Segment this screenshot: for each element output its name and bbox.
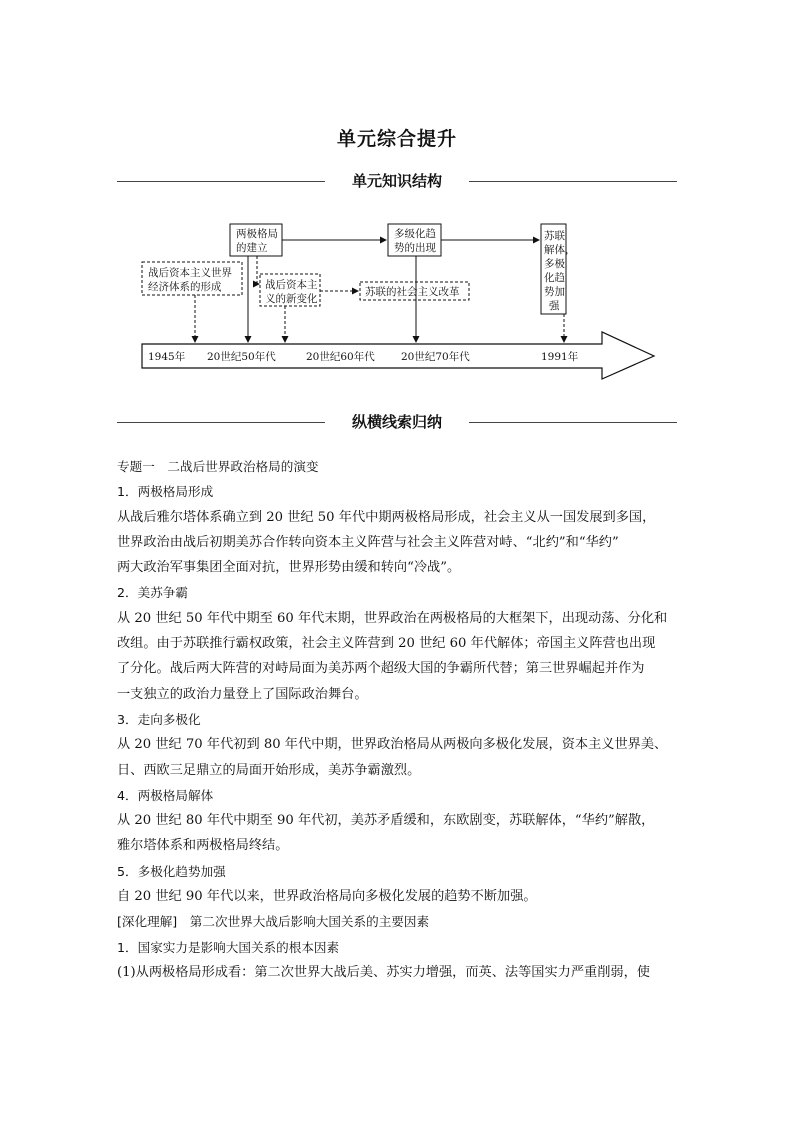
paragraph-line: 从 20 世纪 50 年代中期至 60 年代末期，世界政治在两极格局的大框架下，出现动荡、分化和 [117,610,668,626]
deep-title: 第二次世界大战后影响大国关系的主要因素 [177,914,430,930]
deep-understanding-heading [117,909,682,934]
paragraph-line: 从战后雅尔塔体系确立到 20 世纪 50 年代中期两极格局形成，社会主义从一国发展到多国， [117,509,656,525]
subheading: 1．两极格局形成 [117,484,214,500]
paragraph-line: 了分化。战后两大阵营的对峙局面为美苏两个超级大国的争霸所代替；第三世界崛起并作为 [117,661,645,677]
section-heading-structure [117,171,677,191]
box-bipolar-line1: 两极格局 [236,228,278,240]
subheading: 5．多极化趋势加强 [117,863,226,879]
paragraph-line: 一支独立的政治力量登上了国际政治舞台。 [117,686,368,702]
section-title-structure: 单元知识结构 [351,172,442,190]
paragraph-line: 从 20 世纪 70 年代初到 80 年代中期，世界政治格局从两极向多极化发展，资本主义世界美、 [117,737,668,753]
topic-heading: 专题一 二战后世界政治格局的演变 [117,459,319,474]
box-collapse-line1: 苏联 [544,230,565,242]
subheading: 3．走向多极化 [117,711,201,727]
subheading: 4．两极格局解体 [117,787,214,803]
timeline-label: 1991年 [541,351,579,363]
divider-line [469,422,677,423]
knowledge-structure-diagram [140,218,660,383]
box-collapse-line5: 势加 [544,286,565,298]
divider-line [469,181,677,182]
paragraph-line: 世界政治由战后初期美苏合作转向资本主义阵营与社会主义阵营对峙、“北约”和“华约” [117,534,619,550]
timeline-label: 20世纪50年代 [207,351,276,363]
paragraph-line: 日、西欧三足鼎立的局面开始形成，美苏争霸激烈。 [117,762,421,778]
paragraph-line: 改组。由于苏联推行霸权政策，社会主义阵营到 20 世纪 60 年代解体；帝国主义阵营也出现 [117,636,656,652]
paragraph-line: 从 20 世纪 80 年代中期至 90 年代初，美苏矛盾缓和，东欧剧变，苏联解体，“华约”解散， [117,813,655,829]
box-change-line2: 义的新变化 [265,293,318,305]
timeline-label: 20世纪60年代 [306,351,375,363]
timeline-label: 20世纪70年代 [401,351,470,363]
subheading: 2．美苏争霸 [117,585,188,601]
paragraph-line: 两大政治军事集团全面对抗，世界形势由缓和转向“冷战”。 [117,560,461,576]
box-multipolar-line2: 势的出现 [394,242,436,254]
box-system-line2: 经济体系的形成 [148,281,222,293]
box-collapse-line4: 化趋 [544,272,565,284]
box-bipolar-line2: 的建立 [236,242,268,254]
paragraph-line: 雅尔塔体系和两极格局终结。 [117,838,289,854]
box-system-line1: 战后资本主义世界 [148,267,232,279]
body-content [117,454,682,985]
box-collapse-line2: 解体， [544,244,576,256]
box-change-line1: 战后资本主 [265,279,318,291]
paragraph-line: 自 20 世纪 90 年代以来，世界政治格局向多极化发展的趋势不断加强。 [117,889,537,905]
timeline-label: 1945年 [148,351,186,363]
subheading: 1．国家实力是影响大国关系的根本因素 [117,939,340,955]
page-title: 单元综合提升 [336,128,457,150]
box-collapse-line6: 强 [549,300,560,312]
deep-label: [深化理解] [117,914,178,930]
box-reform-label: 苏联的社会主义改革 [365,286,460,298]
box-collapse-line3: 多极 [544,258,565,270]
section-heading-clues [117,412,677,432]
section-title-clues: 纵横线索归纳 [351,413,442,431]
paragraph-line: (1)从两极格局形成看：第二次世界大战后美、苏实力增强，而英、法等国实力严重削弱，使 [117,964,650,980]
box-multipolar-line1: 多级化趋 [394,228,436,240]
